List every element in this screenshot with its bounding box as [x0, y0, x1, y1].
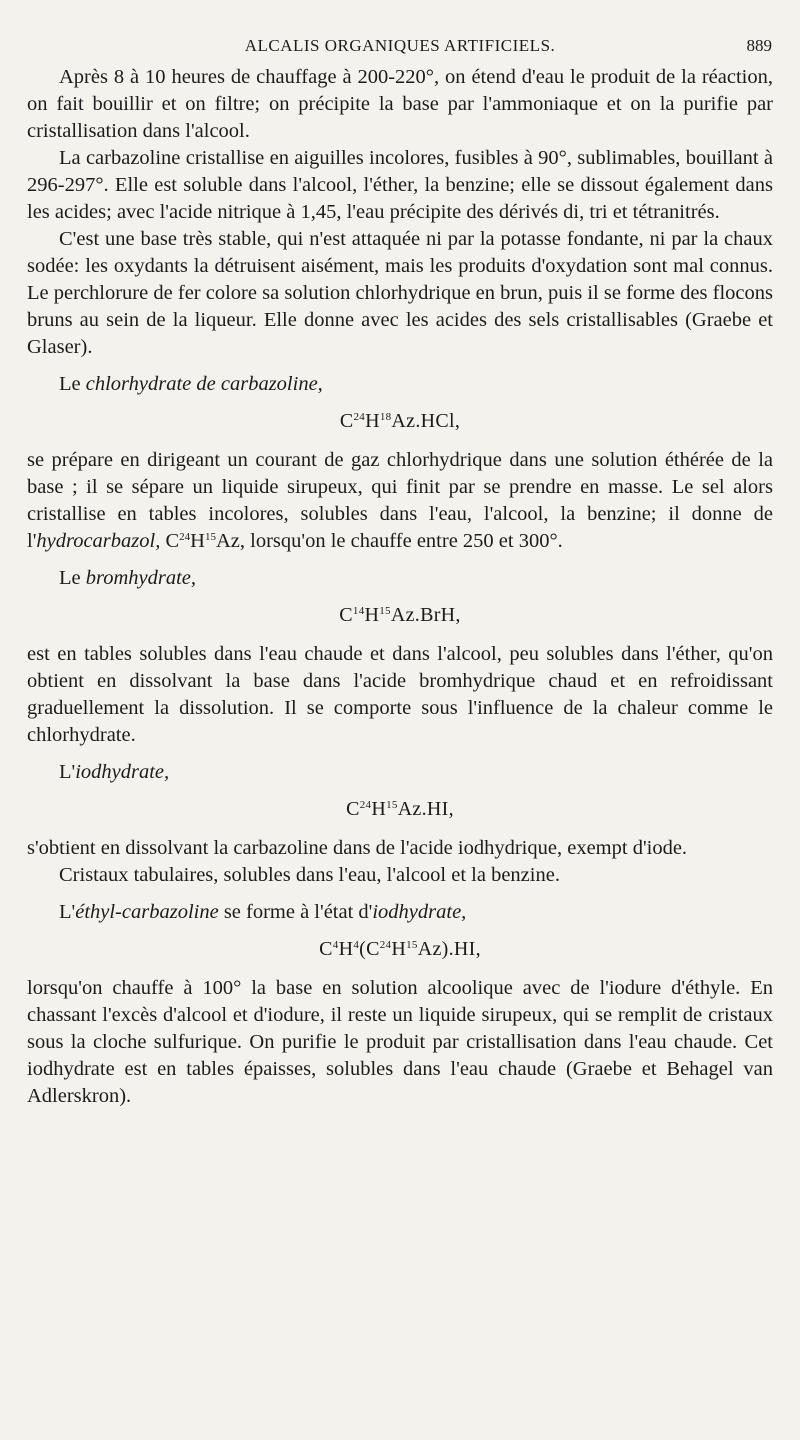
ethyl-formula: [27, 936, 773, 963]
formula-part: C: [339, 604, 353, 626]
chlorhydrate-text-b: lorsqu'on le chauffe entre 250 et 300°.: [245, 530, 563, 552]
formula-part: (C: [359, 938, 380, 960]
formula-part: H: [391, 938, 407, 960]
formula-index: 24: [179, 531, 191, 543]
iodhydrate-lead: L': [59, 761, 76, 783]
chlorhydrate-heading: [27, 371, 773, 398]
ethyl-iodhydrate-name: iodhydrate,: [372, 901, 467, 923]
ethyl-text: lorsqu'on chauffe à 100° la base en solution alcoolique avec de l'iodure d'éthyle. En chassant l'excès d'alcool et d'iodure, il reste un liquide sirupeux, qui se remplit de cristaux sous la cloche sulfurique. On purifie le produit par cristallisation dans l'eau chaude. Cet iodhydrate est en tables épaisses, solubles dans l'eau chaude (Graebe et Behagel van Adlerskron).: [27, 977, 773, 1107]
formula-index: 24: [359, 799, 372, 811]
formula-index: 4: [332, 939, 339, 951]
formula-part: C: [346, 798, 360, 820]
formula-part: Az.BrH,: [390, 604, 461, 626]
bromhydrate-text: est en tables solubles dans l'eau chaude et dans l'alcool, peu solubles dans l'éther, qu'on obtient en dissolvant la base dans l'acide bromhydrique chaud et en refroidissant graduellement la dissolution. Il se comporte sous l'influence de la chaleur comme le chlorhydrate.: [27, 643, 773, 746]
formula-part: C: [160, 530, 180, 552]
hydrocarbazol-name: hydrocarbazol,: [36, 530, 161, 552]
formula-index: 15: [379, 605, 391, 617]
iodhydrate-crystals: Cristaux tabulaires, solubles dans l'eau, l'alcool et la benzine.: [59, 864, 560, 886]
iodhydrate-name: iodhydrate,: [75, 761, 170, 783]
formula-index: 14: [352, 605, 365, 617]
formula-part: C: [319, 938, 333, 960]
paragraph-properties: La carbazoline cristallise en aiguilles incolores, fusibles à 90°, sublimables, bouillant à 296-297°. Elle est soluble dans l'alcool, l'éther, la benzine; elle se dissout également dans les acides; avec l'acide nitrique à 1,45, l'eau précipite des dérivés di, tri et tétranitrés.: [27, 147, 773, 223]
formula-part: Az.HCl,: [391, 410, 461, 432]
bromhydrate-heading: [27, 565, 773, 592]
formula-part: H: [190, 530, 205, 552]
formula-part: H: [364, 604, 380, 626]
formula-part: Az.HI,: [397, 798, 454, 820]
formula-index: 15: [386, 799, 398, 811]
ethyl-lead: L': [59, 901, 76, 923]
chlorhydrate-text-a: se prépare en dirigeant un courant de gaz chlorhydrique dans une solution éthérée de la base ; il se sépare un liquide sirupeux, qui finit par se prendre en masse. Le sel alors cristallise en tables incolores, solubles dans l'eau, l'alcool, la benzine; il donne de l': [27, 449, 773, 552]
chlorhydrate-text: [27, 447, 773, 555]
formula-part: H: [371, 798, 387, 820]
formula-part: H: [338, 938, 354, 960]
page-number: 889: [746, 36, 772, 55]
ethyl-mid: se forme à l'état d': [218, 901, 373, 923]
formula-index: 15: [204, 531, 216, 543]
formula-part: Az).HI,: [417, 938, 481, 960]
chlorhydrate-name: chlorhydrate de carbazoline,: [85, 373, 323, 395]
chlorhydrate-formula: [27, 408, 773, 435]
formula-index: 18: [379, 411, 392, 423]
formula-index: 24: [353, 411, 366, 423]
formula-index: 24: [379, 939, 392, 951]
bromhydrate-name: bromhydrate,: [85, 567, 197, 589]
paragraph-heating: Après 8 à 10 heures de chauffage à 200-220°, on étend d'eau le produit de la réaction, on fait bouillir et on filtre; on précipite la base par l'ammoniaque et on la purifie par cristallisation dans l'alcool.: [27, 66, 773, 142]
formula-index: 4: [353, 939, 360, 951]
formula-part: C: [339, 410, 354, 432]
paragraph-stability: C'est une base très stable, qui n'est attaquée ni par la potasse fondante, ni par la chaux sodée: les oxydants la détruisent aisément, mais les produits d'oxydation sont mal connus. Le perchlorure de fer colore sa solution chlorhydrique en brun, puis il se forme des flocons bruns au sein de la liqueur. Elle donne avec les acides des sels cristallisables (Graebe et Glaser).: [27, 228, 773, 358]
chlorhydrate-lead: Le: [59, 373, 86, 395]
formula-part: H: [365, 410, 380, 432]
body-text: [27, 64, 773, 1110]
formula-index: 15: [406, 939, 418, 951]
formula-part: Az,: [215, 530, 245, 552]
bromhydrate-formula: [27, 602, 773, 629]
iodhydrate-formula: [27, 796, 773, 823]
running-head: ALCALIS ORGANIQUES ARTIFICIELS.: [244, 36, 556, 55]
bromhydrate-lead: Le: [59, 567, 86, 589]
ethyl-heading: [27, 899, 773, 926]
page-header: [0, 34, 800, 58]
iodhydrate-text: s'obtient en dissolvant la carbazoline dans de l'acide iodhydrique, exempt d'iode.: [27, 837, 688, 859]
iodhydrate-heading: [27, 759, 773, 786]
ethyl-carbazoline-name: éthyl-carbazoline: [75, 901, 219, 923]
